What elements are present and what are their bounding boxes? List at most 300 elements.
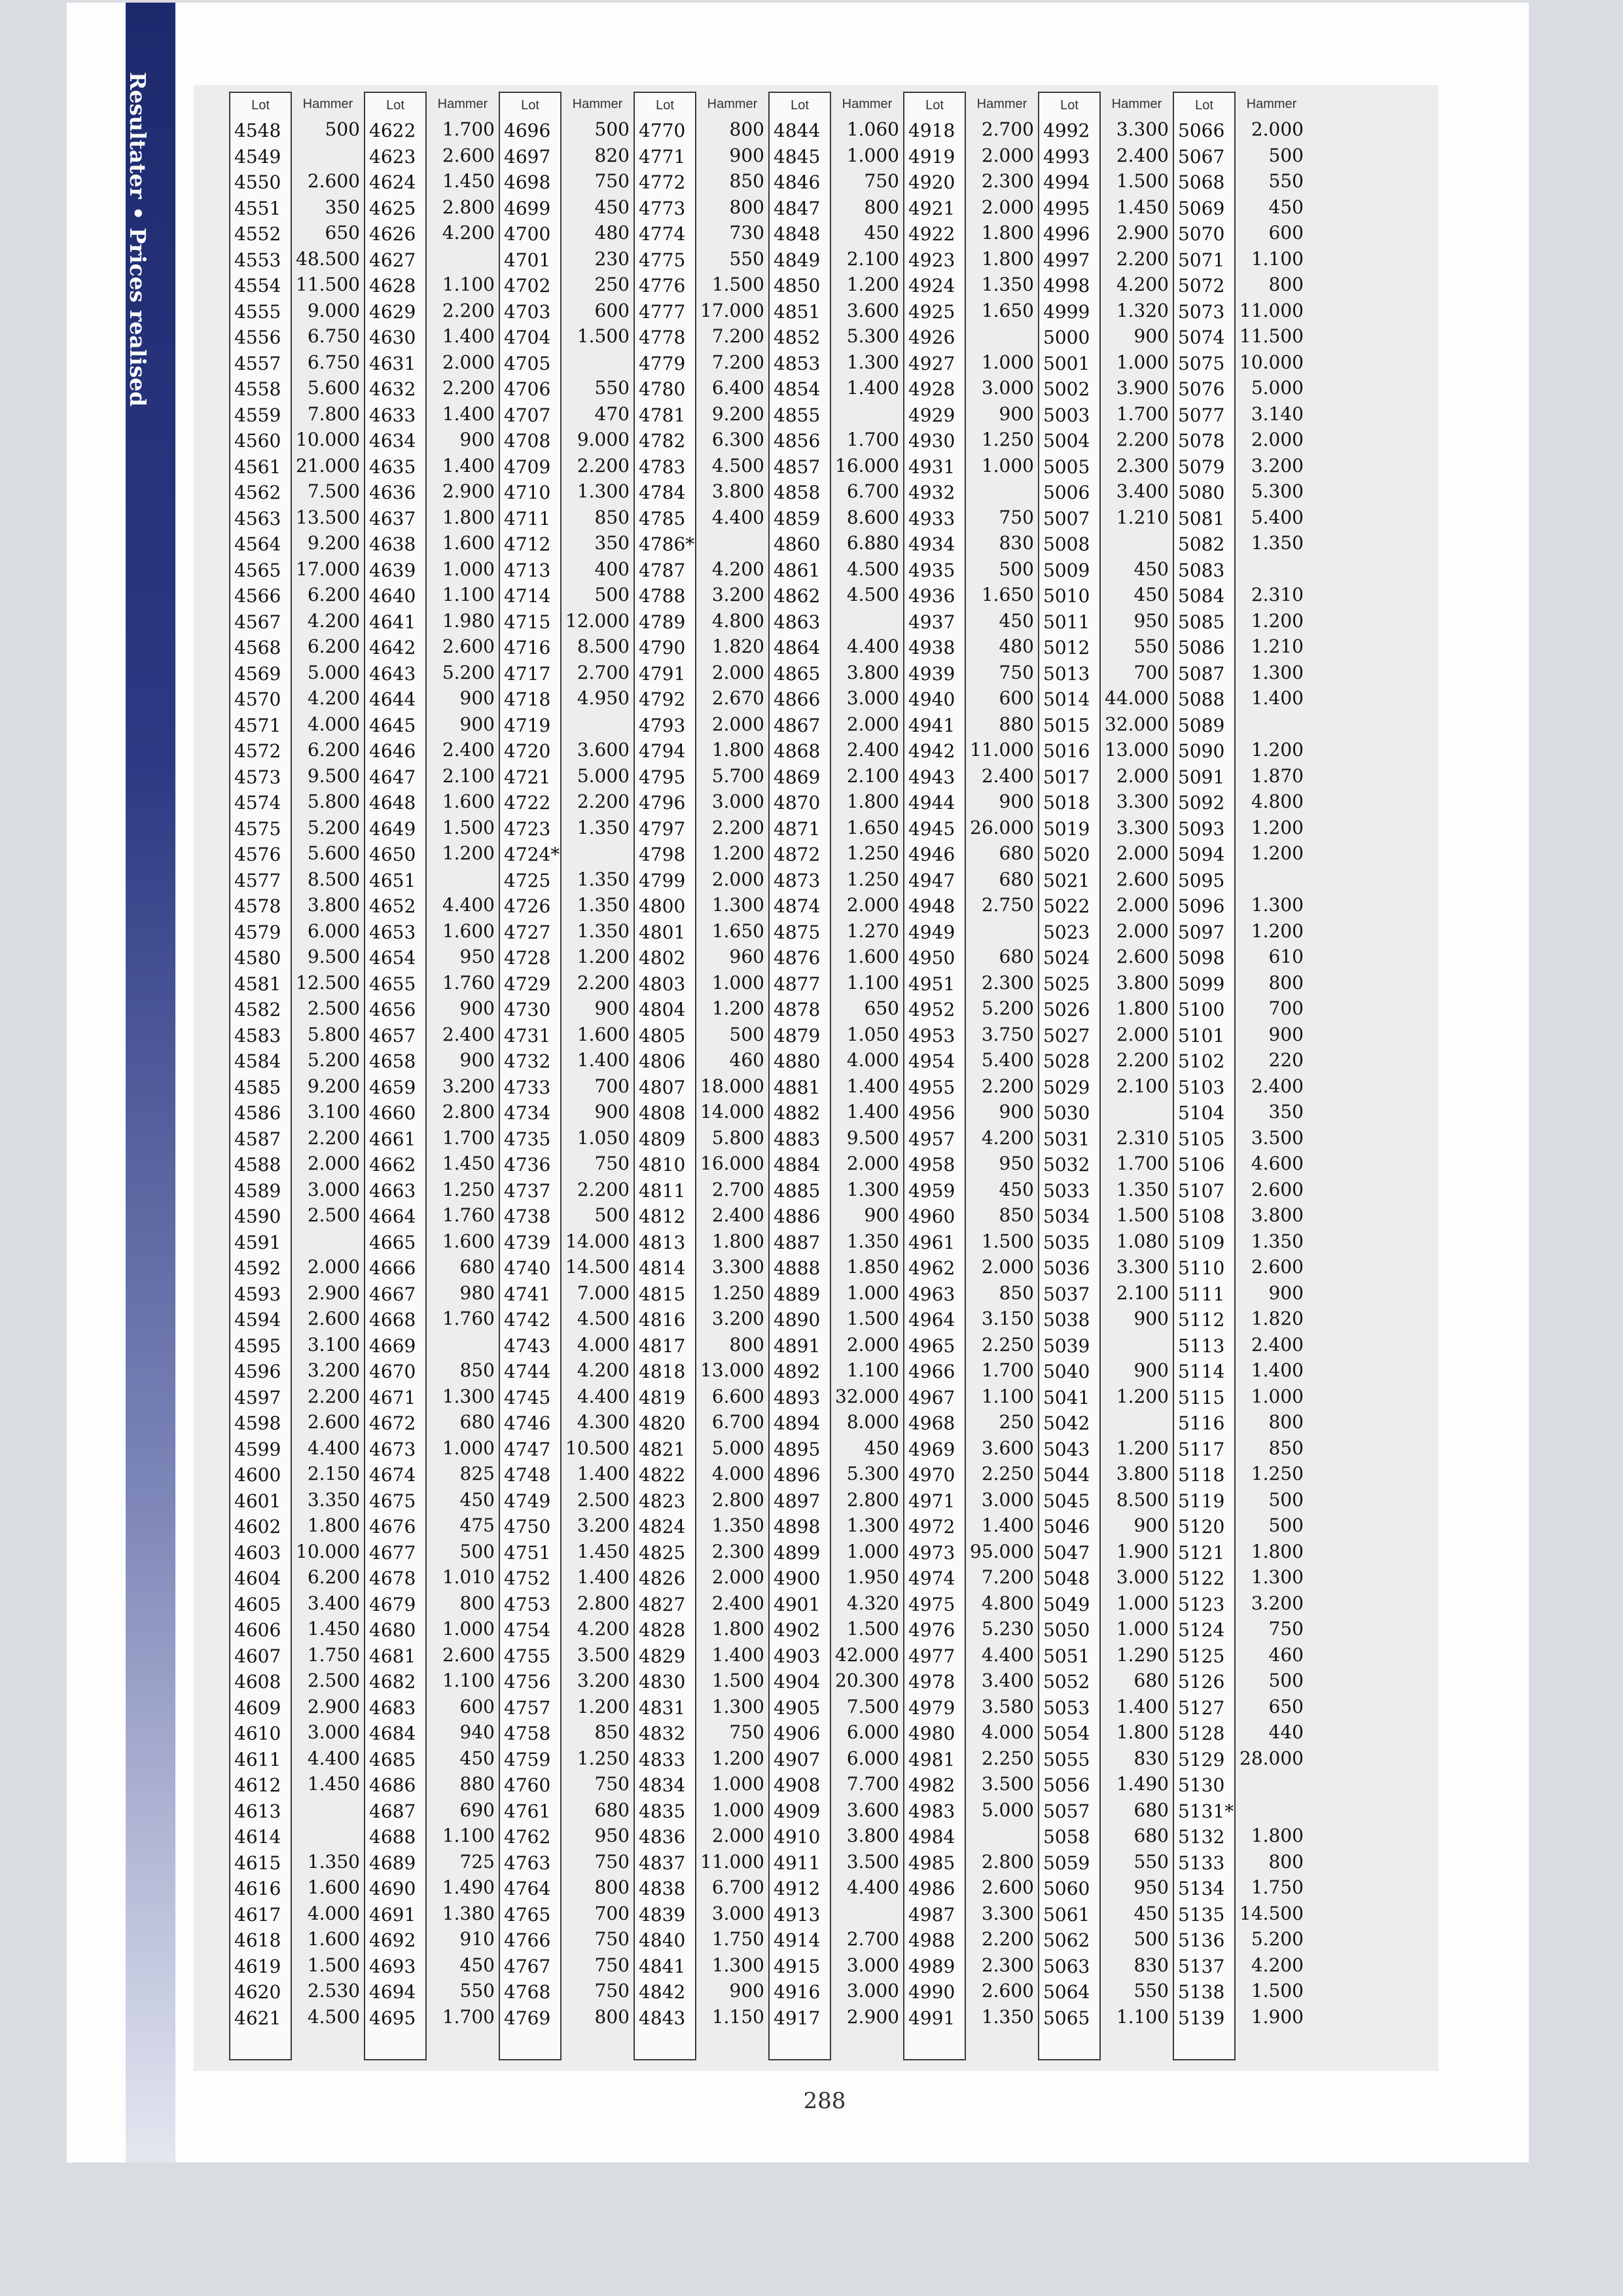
hammer-price: 2.600 <box>1251 1256 1304 1278</box>
lot-number: 4678 <box>369 1568 416 1589</box>
hammer-price: 1.600 <box>442 791 495 812</box>
lot-number: 5045 <box>1043 1490 1090 1512</box>
lot-number: 4846 <box>774 171 821 193</box>
lot-number: 4909 <box>774 1800 821 1822</box>
lot-number: 5042 <box>1043 1412 1090 1434</box>
hammer-price: 750 <box>999 506 1034 528</box>
hammer-price: 450 <box>1133 1902 1169 1924</box>
lot-number: 5100 <box>1178 999 1225 1020</box>
hammer-price: 3.600 <box>577 739 630 761</box>
hammer-price: 9.500 <box>307 946 360 967</box>
hammer-price: 1.250 <box>577 1747 630 1769</box>
hammer-price: 2.200 <box>1116 429 1169 450</box>
hammer-price <box>1236 867 1308 893</box>
hammer-price: 1.500 <box>577 325 630 347</box>
lot-number: 4785 <box>639 507 686 529</box>
lot-number: 4859 <box>774 507 821 529</box>
lot-number: 4861 <box>774 559 821 581</box>
hammer-price: 1.250 <box>981 429 1034 450</box>
hammer-price: 1.200 <box>442 842 495 864</box>
hammer-price: 450 <box>1268 196 1304 218</box>
lot-number: 4943 <box>908 766 955 788</box>
lot-number: 4988 <box>908 1929 955 1951</box>
lot-number: 4771 <box>639 145 686 168</box>
lot-number: 4948 <box>908 895 955 917</box>
lot-number: 4911 <box>774 1852 821 1874</box>
hammer-price: 4.200 <box>1116 274 1169 295</box>
lot-number: 5130 <box>1178 1774 1225 1796</box>
hammer-price: 680 <box>1133 1825 1169 1846</box>
hammer-price: 2.670 <box>711 687 764 709</box>
hammer-price: 800 <box>864 196 899 218</box>
hammer-price: 5.300 <box>846 1463 899 1484</box>
lot-number: 5055 <box>1043 1748 1090 1770</box>
lot-number: 5118 <box>1178 1464 1225 1486</box>
lot-number: 4821 <box>639 1438 686 1460</box>
hammer-price: 650 <box>325 222 360 243</box>
lot-number: 4901 <box>774 1593 821 1615</box>
hammer-price: 4.000 <box>846 1049 899 1071</box>
hammer-price: 1.200 <box>846 274 899 295</box>
hammer-price: 550 <box>1133 1980 1169 2001</box>
hammer-price: 3.800 <box>846 661 899 683</box>
hammer-price: 3.000 <box>307 1721 360 1743</box>
hammer-price: 1.750 <box>1251 1876 1304 1898</box>
hammer-price: 2.310 <box>1251 584 1304 605</box>
hammer-price: 14.500 <box>1240 1902 1304 1924</box>
hammer-price: 1.600 <box>577 1023 630 1045</box>
hammer-price: 1.800 <box>846 791 899 812</box>
hammer-price: 1.200 <box>1251 816 1304 838</box>
hammer-price: 680 <box>594 1799 630 1821</box>
lot-number: 4792 <box>639 689 686 710</box>
lot-number: 4719 <box>504 714 551 736</box>
lot-number: 4856 <box>774 430 821 452</box>
hammer-price: 2.750 <box>981 894 1034 916</box>
hammer-price: 1.010 <box>442 1566 495 1588</box>
hammer-price: 2.500 <box>307 1670 360 1691</box>
lot-number: 4798 <box>639 844 686 865</box>
lot-number: 5097 <box>1178 921 1225 943</box>
lot-number: 4713 <box>504 559 551 581</box>
hammer-price: 750 <box>594 1850 630 1873</box>
hammer-price: 850 <box>594 506 630 528</box>
hammer-price: 2.250 <box>981 1747 1034 1769</box>
lot-number: 4618 <box>234 1929 281 1951</box>
hammer-price: 1.350 <box>846 1230 899 1252</box>
lot-number: 4609 <box>234 1696 281 1719</box>
hammer-price: 900 <box>864 1204 899 1226</box>
hammer-column-1 <box>292 92 364 2060</box>
hammer-price: 3.500 <box>846 1850 899 1873</box>
lot-number: 5098 <box>1178 947 1225 969</box>
lot-number: 4552 <box>234 223 281 245</box>
hammer-price <box>1101 1409 1173 1435</box>
lot-number: 5046 <box>1043 1516 1090 1537</box>
hammer-price: 3.800 <box>1251 1204 1304 1226</box>
hammer-price: 4.000 <box>577 1333 630 1355</box>
hammer-price <box>1236 556 1308 583</box>
lot-number: 5096 <box>1178 895 1225 917</box>
lot-number: 4955 <box>908 1076 955 1098</box>
hammer-price: 1.500 <box>846 1308 899 1329</box>
hammer-price: 900 <box>999 1101 1034 1122</box>
hammer-price: 1.500 <box>1251 1980 1304 2001</box>
lot-number: 5075 <box>1178 352 1225 374</box>
hammer-price: 1.200 <box>577 1695 630 1717</box>
lot-number: 4928 <box>908 378 955 400</box>
hammer-price: 2.400 <box>981 764 1034 787</box>
hammer-price: 5.400 <box>1251 506 1304 528</box>
hammer-price: 800 <box>1268 274 1304 295</box>
hammer-price: 2.000 <box>846 1153 899 1174</box>
hammer-price: 550 <box>459 1980 495 2001</box>
lot-number: 4703 <box>504 300 551 323</box>
hammer-price: 680 <box>459 1256 495 1278</box>
lot-number: 4630 <box>369 327 416 348</box>
hammer-price: 7.700 <box>846 1773 899 1795</box>
lot-number: 4631 <box>369 352 416 374</box>
hammer-price: 1.500 <box>981 1230 1034 1252</box>
hammer-price: 2.000 <box>1116 894 1169 916</box>
hammer-price: 1.500 <box>711 1670 764 1691</box>
lot-number: 4886 <box>774 1206 821 1227</box>
hammer-price <box>292 1229 364 1255</box>
lot-number: 4725 <box>504 869 551 891</box>
hammer-price: 3.500 <box>577 1643 630 1666</box>
hammer-price: 5.200 <box>307 1049 360 1071</box>
hammer-price: 1.490 <box>1116 1773 1169 1795</box>
hammer-price: 1.800 <box>711 1230 764 1252</box>
hammer-price: 2.800 <box>442 1101 495 1122</box>
hammer-price: 9.000 <box>307 299 360 321</box>
lot-number: 5112 <box>1178 1309 1225 1331</box>
hammer-price: 900 <box>459 1049 495 1071</box>
lot-header: Lot <box>521 98 539 113</box>
hammer-price: 9.000 <box>577 429 630 450</box>
hammer-price: 2.000 <box>442 351 495 373</box>
lot-number: 4845 <box>774 145 821 168</box>
lot-number: 4923 <box>908 249 955 271</box>
hammer-price: 950 <box>1133 609 1169 632</box>
lot-number: 4706 <box>504 378 551 400</box>
lot-number: 4687 <box>369 1800 416 1822</box>
lot-number: 4742 <box>504 1309 551 1331</box>
lot-number: 5048 <box>1043 1568 1090 1589</box>
lot-number: 4560 <box>234 430 281 452</box>
lot-number: 4592 <box>234 1257 281 1279</box>
lot-number: 4890 <box>774 1309 821 1331</box>
lot-number: 4936 <box>908 585 955 607</box>
hammer-price: 6.750 <box>307 325 360 347</box>
hammer-price: 2.500 <box>307 997 360 1019</box>
lot-number: 4950 <box>908 947 955 969</box>
lot-number: 5108 <box>1178 1206 1225 1227</box>
hammer-price: 2.200 <box>442 299 495 321</box>
lot-number: 4639 <box>369 559 416 581</box>
lot-number: 4682 <box>369 1671 416 1693</box>
lot-number: 5119 <box>1178 1490 1225 1512</box>
lot-number: 4607 <box>234 1645 281 1667</box>
hammer-price: 4.200 <box>577 1618 630 1640</box>
hammer-price: 2.600 <box>442 636 495 657</box>
lot-number: 4653 <box>369 921 416 943</box>
lot-number: 5025 <box>1043 973 1090 995</box>
lot-number: 4723 <box>504 817 551 840</box>
lot-number: 5125 <box>1178 1645 1225 1667</box>
hammer-price: 3.000 <box>981 1488 1034 1511</box>
hammer-price: 2.600 <box>307 1308 360 1329</box>
lot-number: 4705 <box>504 352 551 374</box>
lot-number: 5003 <box>1043 404 1090 426</box>
hammer-price: 5.600 <box>307 377 360 399</box>
lot-number: 4740 <box>504 1257 551 1279</box>
lot-number: 4918 <box>908 120 955 141</box>
hammer-price: 12.500 <box>296 971 360 994</box>
hammer-price: 7.200 <box>711 351 764 373</box>
hammer-price: 1.050 <box>846 1023 899 1045</box>
hammer-price: 1.350 <box>307 1850 360 1873</box>
lot-number: 5005 <box>1043 456 1090 478</box>
hammer-price: 9.500 <box>307 764 360 787</box>
lot-number: 5088 <box>1178 689 1225 710</box>
hammer-price: 5.800 <box>307 791 360 812</box>
lot-header: Lot <box>656 98 674 113</box>
hammer-price: 1.380 <box>442 1902 495 1924</box>
hammer-price: 1.400 <box>711 1643 764 1666</box>
lot-number: 4858 <box>774 482 821 503</box>
hammer-price: 1.300 <box>1251 894 1304 916</box>
hammer-price: 1.490 <box>442 1876 495 1898</box>
hammer-price: 2.000 <box>711 713 764 735</box>
hammer-price: 2.200 <box>307 1385 360 1407</box>
lot-number: 5012 <box>1043 637 1090 658</box>
hammer-price: 550 <box>1133 1850 1169 1873</box>
hammer-price: 610 <box>1268 946 1304 967</box>
hammer-price <box>831 608 903 634</box>
lot-number: 5017 <box>1043 766 1090 788</box>
hammer-price: 3.200 <box>577 1515 630 1536</box>
hammer-price: 2.400 <box>1116 144 1169 166</box>
lot-number: 4751 <box>504 1541 551 1564</box>
hammer-price: 450 <box>864 222 899 243</box>
hammer-price: 1.350 <box>577 920 630 942</box>
hammer-price: 7.200 <box>981 1566 1034 1588</box>
hammer-price: 1.800 <box>442 506 495 528</box>
lot-number: 5110 <box>1178 1257 1225 1279</box>
hammer-price: 1.200 <box>1251 609 1304 632</box>
lot-number: 5137 <box>1178 1955 1225 1977</box>
hammer-price: 1.400 <box>1116 1695 1169 1717</box>
lot-number: 4575 <box>234 817 281 840</box>
hammer-price: 2.000 <box>307 1256 360 1278</box>
hammer-price: 1.600 <box>307 1928 360 1950</box>
lot-number: 4892 <box>774 1361 821 1382</box>
hammer-price: 4.400 <box>846 1876 899 1898</box>
hammer-price: 1.320 <box>1116 299 1169 321</box>
lot-number: 4686 <box>369 1774 416 1796</box>
lot-number: 4966 <box>908 1361 955 1382</box>
hammer-price: 500 <box>459 1540 495 1562</box>
lot-number: 4864 <box>774 637 821 658</box>
hammer-price: 690 <box>459 1799 495 1821</box>
lot-column-7 <box>1038 92 1101 2060</box>
lot-number: 4992 <box>1043 120 1090 141</box>
lot-number: 4806 <box>639 1050 686 1072</box>
hammer-price: 650 <box>1268 1695 1304 1717</box>
lot-number: 5050 <box>1043 1619 1090 1641</box>
hammer-price: 1.600 <box>846 946 899 967</box>
lot-number: 4737 <box>504 1179 551 1202</box>
lot-number: 4816 <box>639 1309 686 1331</box>
lot-number: 4993 <box>1043 145 1090 168</box>
lot-number: 4735 <box>504 1128 551 1150</box>
lot-number: 4987 <box>908 1903 955 1926</box>
lot-number: 5087 <box>1178 662 1225 685</box>
hammer-price: 450 <box>459 1747 495 1769</box>
hammer-price: 2.800 <box>981 1850 1034 1873</box>
hammer-price: 750 <box>594 1954 630 1976</box>
hammer-price: 900 <box>594 1101 630 1122</box>
lot-number: 4702 <box>504 275 551 296</box>
lot-number: 4589 <box>234 1179 281 1202</box>
hammer-price: 480 <box>999 636 1034 657</box>
lot-number: 4658 <box>369 1050 416 1072</box>
lot-number: 4888 <box>774 1257 821 1279</box>
hammer-price: 2.000 <box>307 1153 360 1174</box>
lot-number: 4761 <box>504 1800 551 1822</box>
hammer-price: 4.400 <box>442 894 495 916</box>
lot-number: 4745 <box>504 1386 551 1408</box>
hammer-price: 1.200 <box>1116 1385 1169 1407</box>
hammer-price: 1.400 <box>981 1515 1034 1536</box>
lot-number: 5030 <box>1043 1102 1090 1124</box>
lot-number: 4769 <box>504 2007 551 2029</box>
hammer-price <box>831 401 903 427</box>
lot-number: 5001 <box>1043 352 1090 374</box>
hammer-price: 2.200 <box>711 816 764 838</box>
hammer-price: 2.200 <box>307 1126 360 1149</box>
lot-number: 5018 <box>1043 792 1090 814</box>
lot-number: 4642 <box>369 637 416 658</box>
hammer-price: 95.000 <box>970 1540 1034 1562</box>
hammer-price: 1.300 <box>1251 1566 1304 1588</box>
hammer-price: 3.400 <box>1116 480 1169 502</box>
hammer-price: 2.150 <box>307 1463 360 1484</box>
hammer-price: 10.000 <box>296 429 360 450</box>
hammer-price: 3.000 <box>981 377 1034 399</box>
hammer-price: 7.500 <box>307 480 360 502</box>
hammer-price: 1.000 <box>1116 351 1169 373</box>
lot-number: 4568 <box>234 637 281 658</box>
lot-number: 4606 <box>234 1619 281 1641</box>
hammer-price: 1.400 <box>577 1463 630 1484</box>
hammer-price: 2.500 <box>577 1488 630 1511</box>
hammer-price: 850 <box>1268 1437 1304 1459</box>
lot-number: 5027 <box>1043 1024 1090 1047</box>
hammer-price: 1.000 <box>846 1540 899 1562</box>
lot-number: 4584 <box>234 1050 281 1072</box>
hammer-price: 3.000 <box>711 791 764 812</box>
hammer-price: 1.700 <box>1116 403 1169 425</box>
hammer-price: 1.290 <box>1116 1643 1169 1666</box>
hammer-price: 2.600 <box>442 1643 495 1666</box>
lot-number: 4908 <box>774 1774 821 1796</box>
lot-number: 4635 <box>369 456 416 478</box>
lot-number: 4784 <box>639 482 686 503</box>
lot-number: 5122 <box>1178 1568 1225 1589</box>
hammer-price: 3.400 <box>307 1592 360 1614</box>
hammer-price: 4.000 <box>981 1721 1034 1743</box>
lot-number: 4796 <box>639 792 686 814</box>
hammer-price: 2.000 <box>711 1566 764 1588</box>
hammer-price: 3.300 <box>711 1256 764 1278</box>
lot-number: 4996 <box>1043 223 1090 245</box>
hammer-price: 3.200 <box>307 1359 360 1381</box>
hammer-price: 550 <box>594 377 630 399</box>
hammer-price: 600 <box>1268 222 1304 243</box>
hammer-price: 3.800 <box>1116 1463 1169 1484</box>
lot-number: 5073 <box>1178 300 1225 323</box>
hammer-price: 8.500 <box>577 636 630 657</box>
lot-number: 4644 <box>369 689 416 710</box>
lot-number: 4975 <box>908 1593 955 1615</box>
lot-number: 4783 <box>639 456 686 478</box>
hammer-price <box>427 867 499 893</box>
hammer-price: 4.200 <box>1251 1954 1304 1976</box>
lot-number: 4878 <box>774 999 821 1020</box>
hammer-price: 6.700 <box>846 480 899 502</box>
lot-number: 4628 <box>369 275 416 296</box>
lot-number: 4652 <box>369 895 416 917</box>
lot-number: 5049 <box>1043 1593 1090 1615</box>
lot-number: 4974 <box>908 1568 955 1589</box>
lot-number: 4566 <box>234 585 281 607</box>
hammer-price: 730 <box>729 222 764 243</box>
lot-number: 4621 <box>234 2007 281 2029</box>
hammer-price: 2.500 <box>307 1204 360 1226</box>
hammer-price: 17.000 <box>296 558 360 580</box>
lot-number: 4680 <box>369 1619 416 1641</box>
lot-number: 4831 <box>639 1696 686 1719</box>
hammer-price <box>562 711 633 738</box>
hammer-price: 3.500 <box>1251 1126 1304 1149</box>
lot-number: 4669 <box>369 1335 416 1357</box>
lot-number: 5089 <box>1178 714 1225 736</box>
hammer-price: 950 <box>1133 1876 1169 1898</box>
lot-number: 4980 <box>908 1723 955 1744</box>
lot-number: 4728 <box>504 947 551 969</box>
lot-column-6 <box>903 92 966 2060</box>
lot-number: 4574 <box>234 792 281 814</box>
lot-number: 4922 <box>908 223 955 245</box>
hammer-price: 44.000 <box>1105 687 1169 709</box>
page-number: 288 <box>803 2088 846 2114</box>
lot-number: 4807 <box>639 1076 686 1098</box>
hammer-price: 32.000 <box>835 1385 899 1407</box>
lot-number: 4905 <box>774 1696 821 1719</box>
hammer-price: 4.200 <box>981 1126 1034 1149</box>
hammer-price: 350 <box>1268 1101 1304 1122</box>
hammer-price: 800 <box>594 1876 630 1898</box>
lot-number: 4915 <box>774 1955 821 1977</box>
lot-number: 4808 <box>639 1102 686 1124</box>
lot-number: 5105 <box>1178 1128 1225 1150</box>
lot-number: 4608 <box>234 1671 281 1693</box>
hammer-price: 1.500 <box>1116 170 1169 192</box>
hammer-price: 1.100 <box>442 274 495 295</box>
hammer-price: 800 <box>1268 971 1304 994</box>
